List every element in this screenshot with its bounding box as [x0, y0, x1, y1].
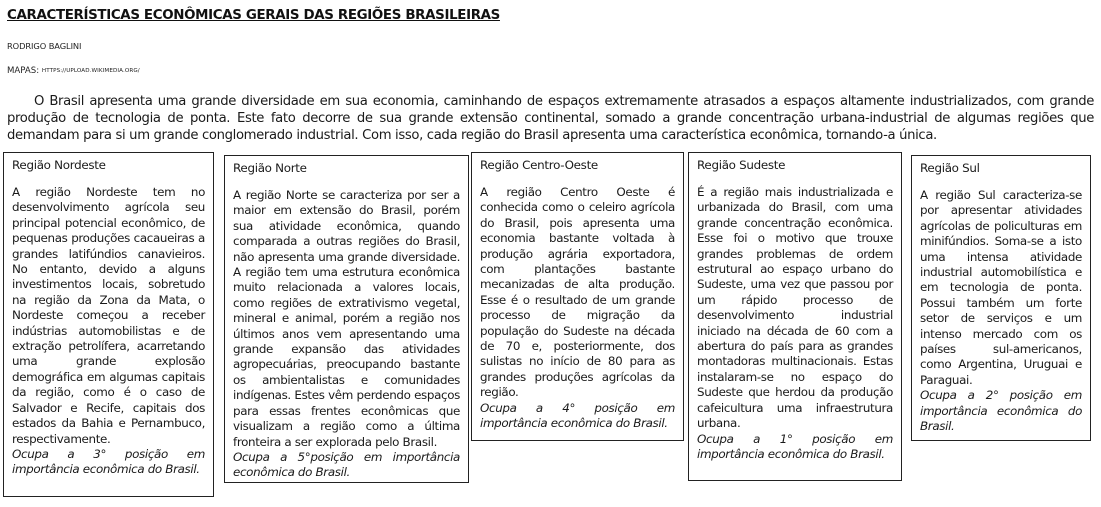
maps-label: MAPAS:	[7, 66, 40, 76]
intro-paragraph	[7, 93, 1094, 145]
region-heading: Região Sudeste	[697, 158, 786, 172]
region-box-norte	[224, 155, 469, 483]
region-box-centro-oeste	[471, 152, 684, 441]
maps-url-link[interactable]: HTTPS://UPLOAD.WIKIMEDIA.ORG/	[41, 68, 140, 74]
document-title: CARACTERÍSTICAS ECONÔMICAS GERAIS DAS REGIÕES BRASILEIRAS	[7, 8, 500, 23]
region-rank: Ocupa a 4° posição em importância econômica do Brasil.	[480, 400, 675, 431]
region-rank: Ocupa a 1° posição em importância econômica do Brasil.	[697, 431, 893, 461]
region-description: A região Centro Oeste é conhecida como o celeiro agrícola do Brasil, pois apresenta uma economia bastante voltada à produção agrária exportadora, com plantações bastante mecanizadas de alta produção. Esse é o resultado de um grande processo de migração da população do Sudeste na década de 70 e, posteriormente, dos sulistas no início de 80 para as grandes produções agrícolas da região.	[480, 185, 675, 400]
region-box-sudeste	[688, 152, 902, 481]
intro-text: O Brasil apresenta uma grande diversidade em sua economia, caminhando de espaços extremamente atrasados a espaços altamente industrializados, com grande produção de tecnologia de ponta. Este fato decorre de sua grande extensão continental, somado a grande concentração urbana-industrial de algumas regiões que demandam para si um grande conglomerado industrial. Com isso, cada região do Brasil apresenta uma característica econômica, tornando-a única.	[7, 94, 1094, 144]
region-box-nordeste	[3, 152, 214, 497]
author-name: RODRIGO BAGLINI	[7, 41, 82, 51]
region-description: A região Sul caracteriza-se por apresentar atividades agrícolas de policulturas em minifúndios. Soma-se a isto uma intensa atividade industrial automobilística e em tecnologia de ponta. Possui também um forte setor de serviços e um intenso mercado com os países sul-americanos, como Argentina, Uruguai e Paraguai.	[920, 188, 1082, 387]
region-heading: Região Sul	[920, 161, 980, 175]
region-heading: Região Nordeste	[12, 158, 106, 172]
region-rank: Ocupa a 3° posição em importância econômica do Brasil.	[12, 446, 205, 477]
region-rank: Ocupa a 5°posição em importância econômica do Brasil.	[233, 449, 460, 480]
region-description: A região Nordeste tem no desenvolvimento agrícola seu principal potencial econômico, de pequenas produções cacaueiras a grandes latifúndios canavieiros. No entanto, devido a alguns investimentos locais, sobretudo na região da Zona da Mata, o Nordeste começou a receber indústrias automobilistas e de extração petrolífera, acarretando uma grande explosão demográfica em algumas capitais da região, como é o caso de Salvador e Recife, capitais dos estados da Bahia e Pernambuco, respectivamente.	[12, 185, 205, 446]
region-description: É a região mais industrializada e urbanizada do Brasil, com uma grande concentração econômica. Esse foi o motivo que trouxe grandes problemas de ordem estrutural ao espaço urbano do Sudeste, uma vez que passou por um rápido processo de desenvolvimento industrial iniciado na década de 60 com a abertura do país para as grandes montadoras multinacionais. Estas instalaram-se no espaço do Sudeste que herdou da produção cafeicultura uma infraestrutura urbana.	[697, 185, 893, 431]
region-heading: Região Centro-Oeste	[480, 158, 598, 172]
region-description: A região Norte se caracteriza por ser a maior em extensão do Brasil, porém sua atividade econômica, quando comparada a outras regiões do Brasil, não apresenta uma grande diversidade. A região tem uma estrutura econômica muito relacionada a valores locais, como regiões de extrativismo vegetal, mineral e animal, porém a região nos últimos anos vem apresentando uma grande expansão das atividades agropecuárias, preocupando bastante os ambientalistas e comunidades indígenas. Estes vêm perdendo espaços para essas frentes econômicas que visualizam a região como a última fronteira a ser explorada pelo Brasil.	[233, 188, 460, 449]
region-heading: Região Norte	[233, 161, 307, 175]
region-box-sul	[911, 155, 1091, 441]
region-rank: Ocupa a 2° posição em importância econômica do Brasil.	[920, 388, 1082, 434]
maps-credit	[7, 66, 140, 76]
